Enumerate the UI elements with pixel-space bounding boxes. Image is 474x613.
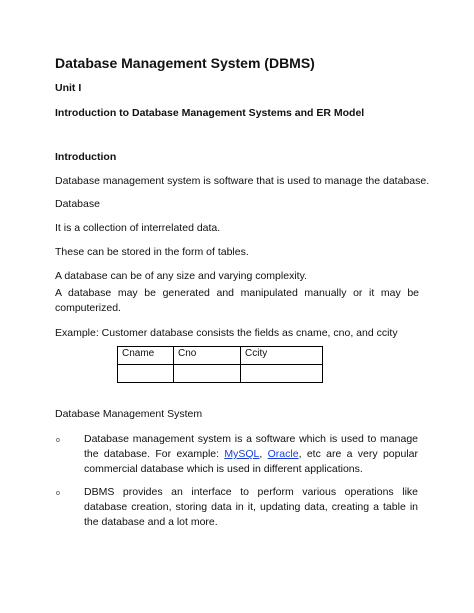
example-paragraph: Example: Customer database consists the fields as cname, cno, and ccity <box>55 327 398 339</box>
document-title: Database Management System (DBMS) <box>55 55 315 71</box>
intro-paragraph: Database management system is software that is used to manage the database. <box>55 175 430 187</box>
oracle-link[interactable]: Oracle <box>267 448 299 460</box>
table-row <box>118 365 323 383</box>
table-header-cell: Ccity <box>241 347 323 365</box>
chapter-subtitle: Introduction to Database Management Systems and ER Model <box>55 107 365 119</box>
table-cell <box>118 365 174 383</box>
unit-label: Unit I <box>55 82 82 94</box>
dbms-heading: Database Management System <box>55 408 203 420</box>
bullet-item: DBMS provides an interface to perform various operations like database creation, storing data in it, updating data, creating a table in the database and a lot more. <box>84 486 418 528</box>
bullet-text: Database management system is a software which is used to manage the database. For example: <box>84 433 418 460</box>
introduction-heading: Introduction <box>55 151 117 163</box>
paragraph-tables: These can be stored in the form of tables. <box>55 246 249 258</box>
table-header-cell: Cno <box>174 347 241 365</box>
table-cell <box>174 365 241 383</box>
mysql-link[interactable]: MySQL <box>224 448 260 460</box>
bullet-item <box>84 432 418 477</box>
bullet-circle-icon: o <box>56 437 60 444</box>
table-header-row <box>118 347 323 365</box>
bullet-text: , etc are a very popular commercial database which is used in different applications. <box>84 448 418 475</box>
paragraph-size: A database can be of any size and varying complexity. <box>55 270 307 282</box>
customer-table <box>117 346 323 383</box>
table-cell <box>241 365 323 383</box>
database-label: Database <box>55 198 100 210</box>
separator-text: , <box>259 448 268 460</box>
paragraph-generated: A database may be generated and manipulated manually or it may be computerized. <box>55 287 419 314</box>
bullet-circle-icon: o <box>56 490 60 497</box>
paragraph-collection: It is a collection of interrelated data. <box>55 222 221 234</box>
table-header-cell: Cname <box>118 347 174 365</box>
